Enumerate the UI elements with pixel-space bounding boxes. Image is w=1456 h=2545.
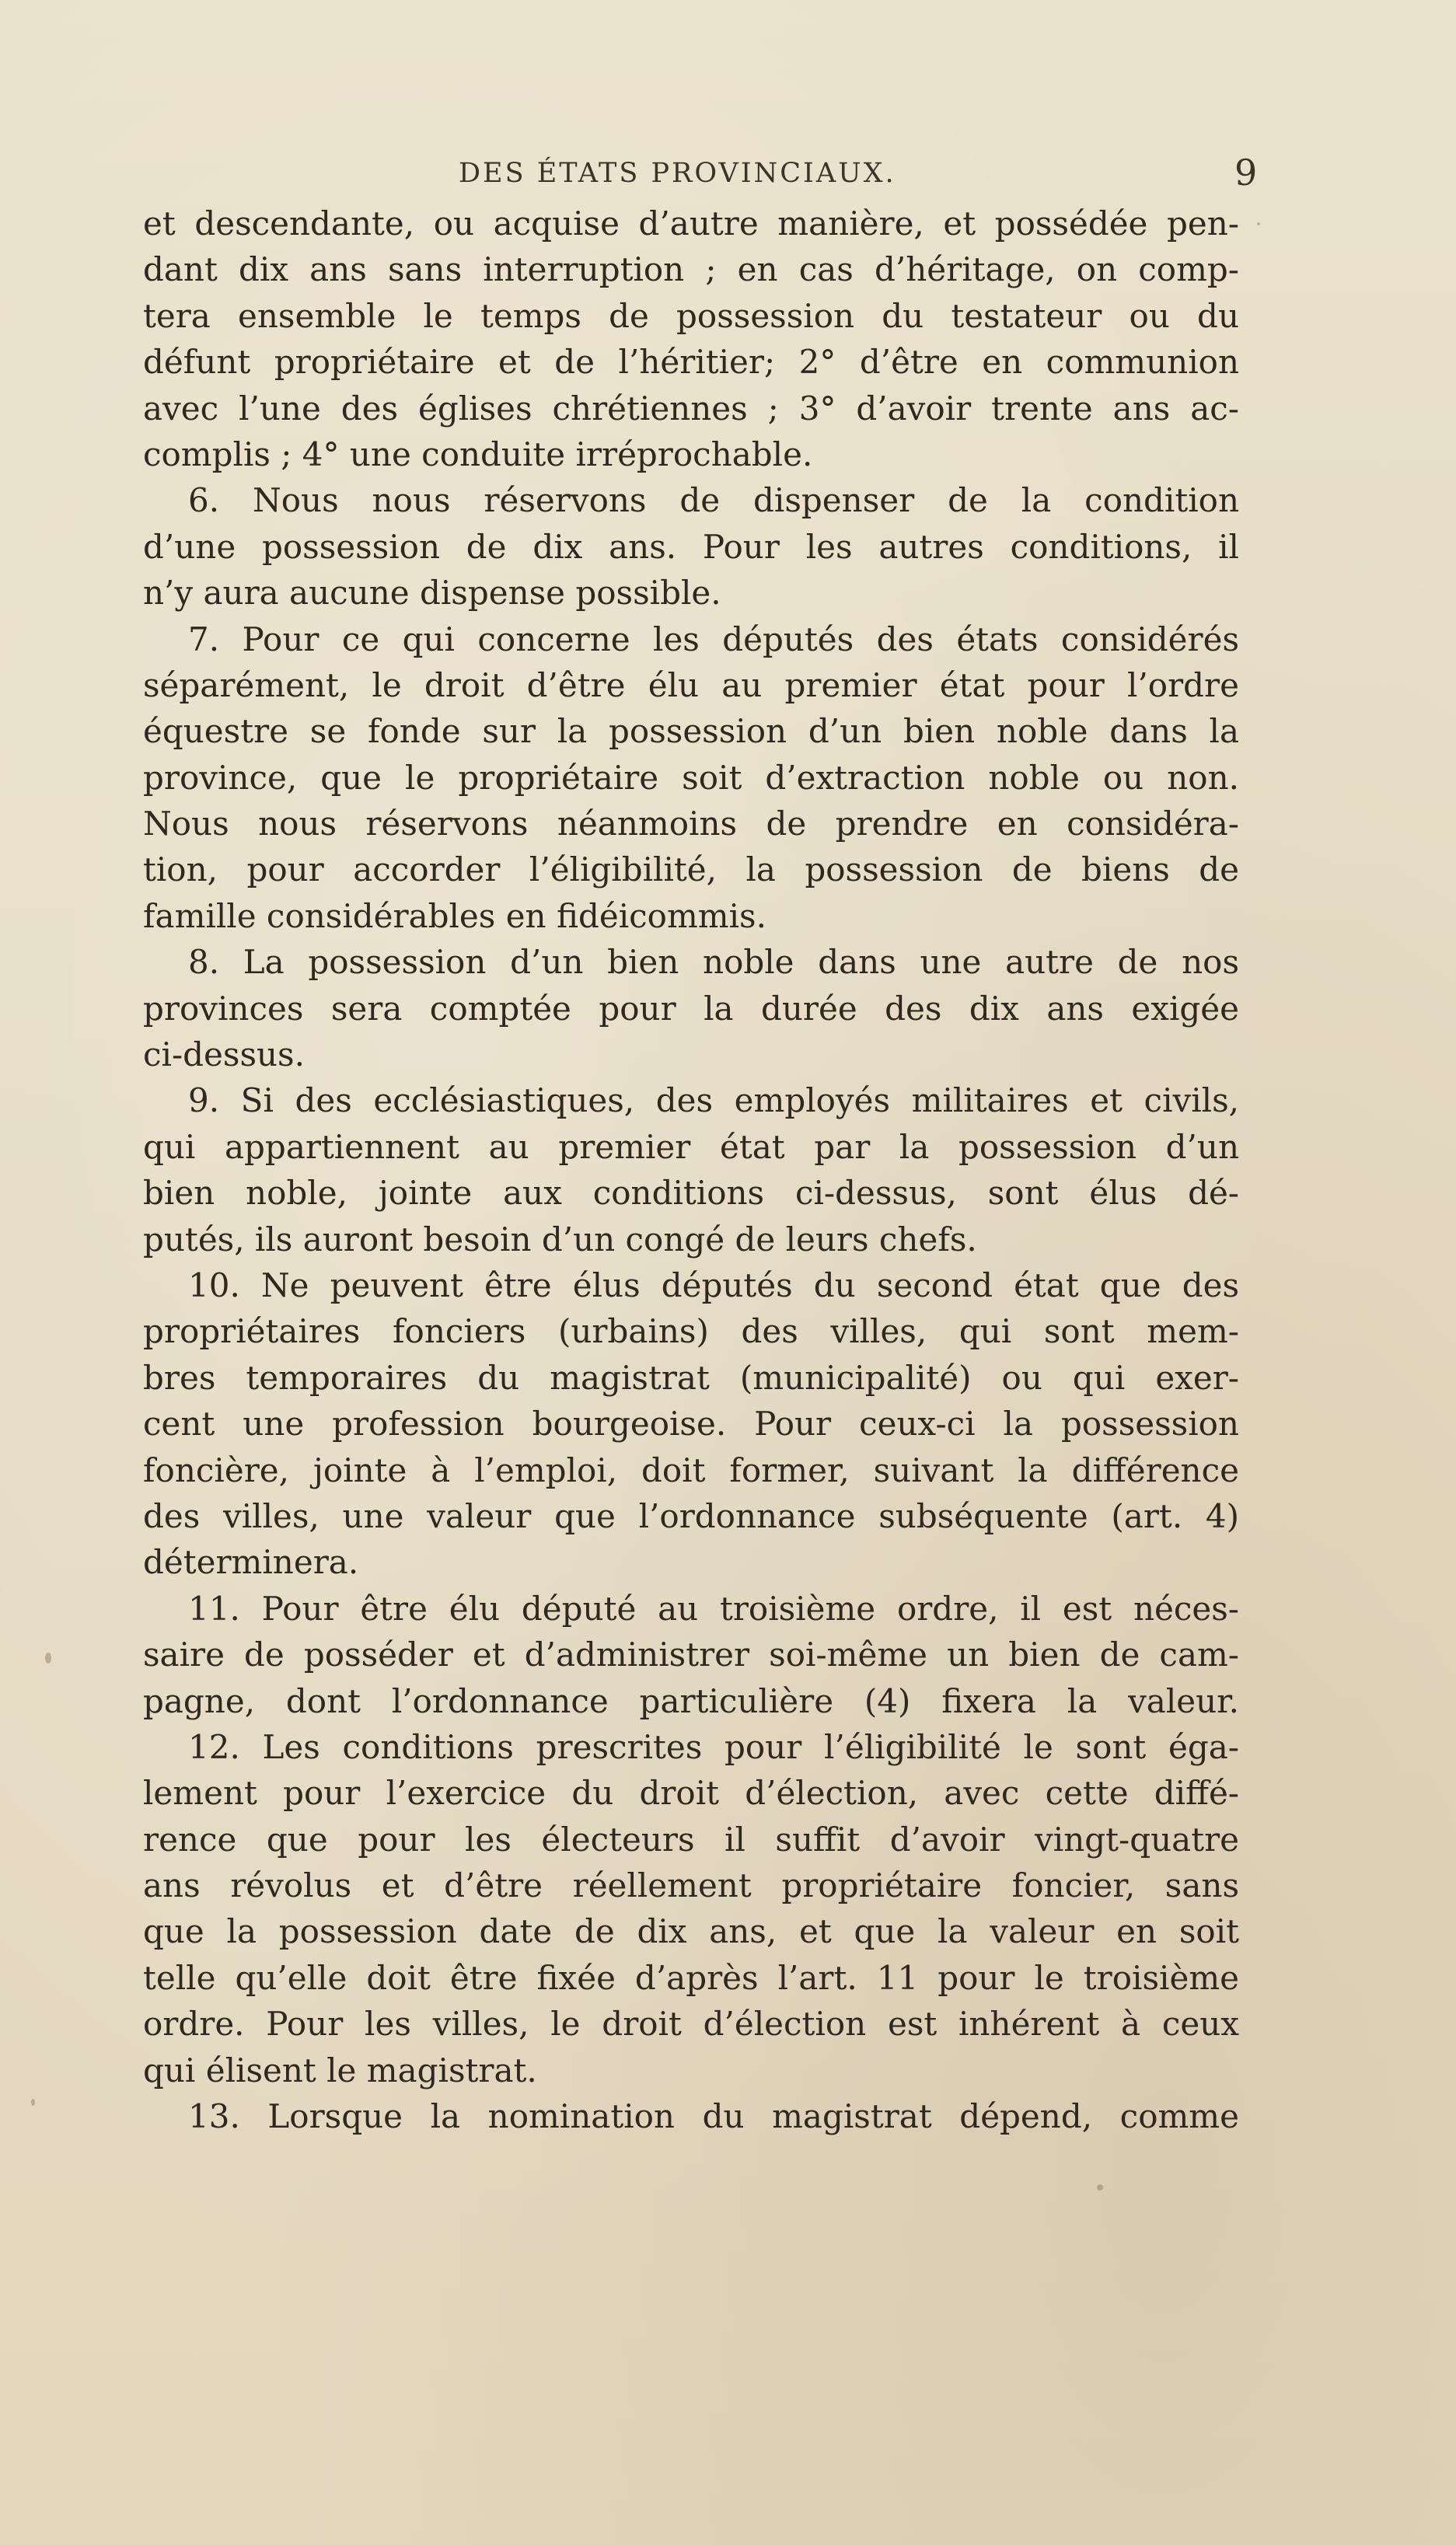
text-line: Nous nous réservons néanmoins de prendre en considéra-: [143, 805, 1239, 843]
text-line: tera ensemble le temps de possession du testateur ou du: [143, 296, 1239, 335]
text-line: ans révolus et d’être réellement propriétaire foncier, sans: [143, 1866, 1239, 1905]
text-line: putés, ils auront besoin d’un congé de leurs chefs.: [143, 1220, 977, 1259]
text-line: 13. Lorsque la nomination du magistrat dépend, comme: [188, 2097, 1239, 2136]
text-line: pagne, dont l’ordonnance particulière (4) fixera la valeur.: [143, 1681, 1239, 1720]
text-line: 9. Si des ecclésiastiques, des employés militaires et civils,: [188, 1081, 1239, 1120]
text-line: 11. Pour être élu député au troisième ordre, il est néces-: [188, 1589, 1239, 1628]
text-line: qui élisent le magistrat.: [143, 2051, 537, 2089]
text-line: défunt propriétaire et de l’héritier; 2° d’être en communion: [143, 343, 1239, 382]
text-line: cent une profession bourgeoise. Pour ceux-ci la possession: [143, 1405, 1239, 1444]
text-line: ci-dessus.: [143, 1035, 305, 1074]
text-line: qui appartiennent au premier état par la possession d’un: [143, 1127, 1239, 1166]
text-line: 6. Nous nous réservons de dispenser de la condition: [188, 481, 1239, 520]
ink-speck: [31, 2099, 35, 2106]
text-line: n’y aura aucune dispense possible.: [143, 574, 721, 613]
body-text: [143, 201, 1239, 2139]
text-line: complis ; 4° une conduite irréprochable.: [143, 435, 813, 473]
text-line: dant dix ans sans interruption ; en cas d’héritage, on comp-: [143, 250, 1239, 289]
text-line: province, que le propriétaire soit d’extraction noble ou non.: [143, 758, 1239, 797]
text-line: 7. Pour ce qui concerne les députés des états considérés: [188, 620, 1239, 658]
text-line: provinces sera comptée pour la durée des dix ans exigée: [143, 989, 1239, 1028]
text-line: rence que pour les électeurs il suffit d’avoir vingt-quatre: [143, 1820, 1239, 1859]
text-line: tion, pour accorder l’éligibilité, la possession de biens de: [143, 850, 1239, 889]
text-line: et descendante, ou acquise d’autre manière, et possédée pen-: [143, 204, 1239, 243]
text-line: bres temporaires du magistrat (municipalité) ou qui exer-: [143, 1358, 1239, 1397]
text-line: 8. La possession d’un bien noble dans une autre de nos: [188, 943, 1239, 982]
ink-speck: [45, 1653, 51, 1664]
ink-speck: [1257, 222, 1260, 225]
text-line: avec l’une des églises chrétiennes ; 3° d’avoir trente ans ac-: [143, 389, 1239, 428]
running-head: [0, 154, 1456, 201]
running-title: DES ÉTATS PROVINCIAUX.: [459, 158, 896, 189]
text-line: bien noble, jointe aux conditions ci-dessus, sont élus dé-: [143, 1174, 1239, 1213]
page-number: 9: [1234, 152, 1258, 194]
text-line: 12. Les conditions prescrites pour l’éligibilité le sont éga-: [188, 1727, 1239, 1766]
text-line: 10. Ne peuvent être élus députés du second état que des: [188, 1266, 1239, 1304]
text-line: saire de posséder et d’administrer soi-même un bien de cam-: [143, 1636, 1239, 1674]
ink-speck: [1097, 2184, 1103, 2191]
text-line: lement pour l’exercice du droit d’élection, avec cette diffé-: [143, 1774, 1239, 1813]
text-line: foncière, jointe à l’emploi, doit former, suivant la différence: [143, 1451, 1239, 1489]
text-line: séparément, le droit d’être élu au premier état pour l’ordre: [143, 665, 1239, 704]
text-line: d’une possession de dix ans. Pour les autres conditions, il: [143, 527, 1239, 566]
text-line: des villes, une valeur que l’ordonnance subséquente (art. 4): [143, 1496, 1239, 1535]
text-line: déterminera.: [143, 1543, 359, 1582]
text-line: propriétaires fonciers (urbains) des villes, qui sont mem-: [143, 1312, 1239, 1351]
text-line: ordre. Pour les villes, le droit d’élection est inhérent à ceux: [143, 2005, 1239, 2044]
text-line: telle qu’elle doit être fixée d’après l’art. 11 pour le troisième: [143, 1958, 1239, 1997]
text-line: que la possession date de dix ans, et que la valeur en soit: [143, 1912, 1239, 1951]
text-line: équestre se fonde sur la possession d’un bien noble dans la: [143, 712, 1239, 751]
text-line: famille considérables en fidéicommis.: [143, 896, 766, 935]
